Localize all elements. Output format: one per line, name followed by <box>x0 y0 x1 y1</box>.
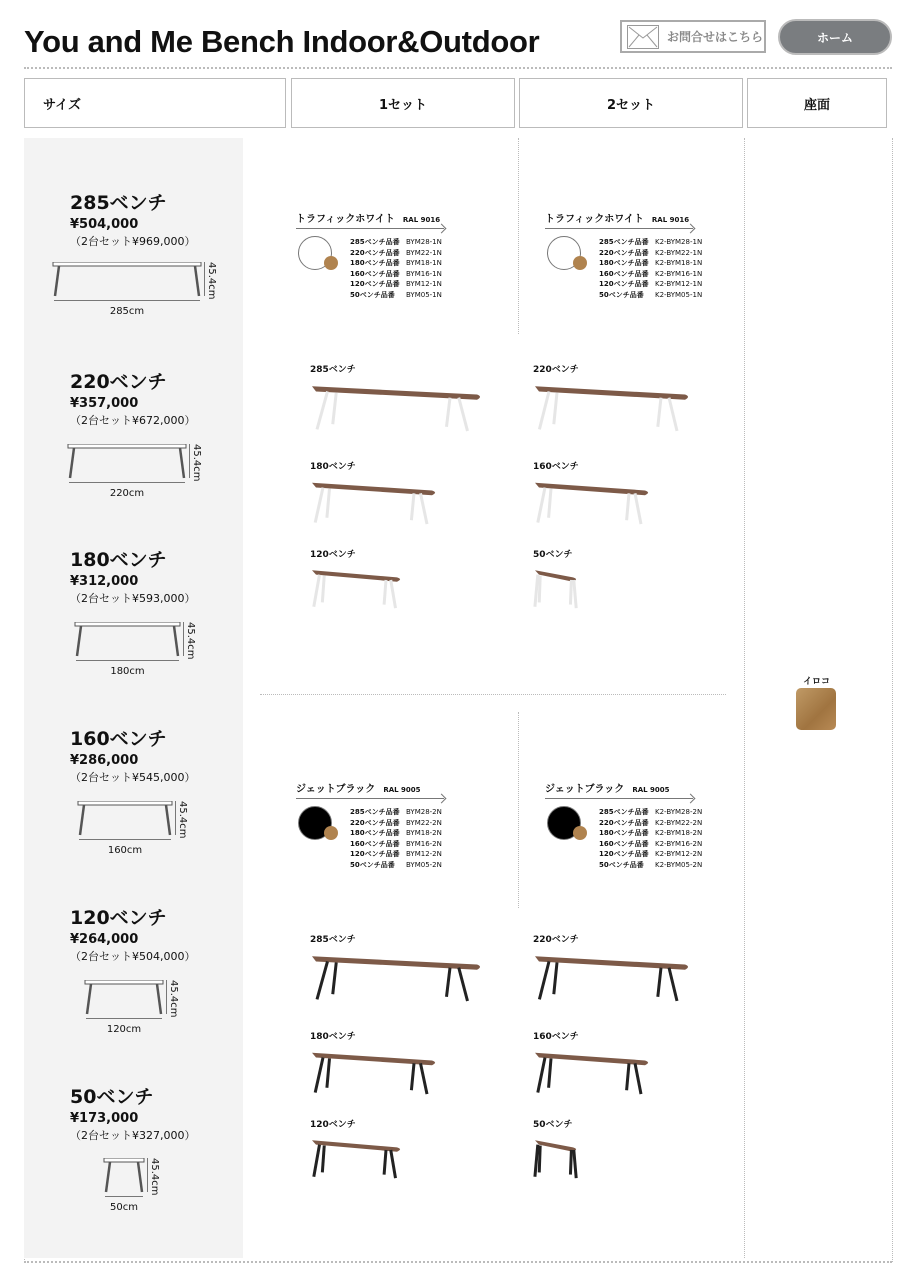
seat-color-dot <box>324 256 338 270</box>
column-header-size: サイズ <box>24 78 286 128</box>
code-row: 285ベンチ品番 BYM28-1N <box>350 238 442 246</box>
bench-diagram-5 <box>102 1158 146 1194</box>
header-divider <box>24 67 892 69</box>
width-label: 50cm <box>110 1202 138 1213</box>
height-line <box>204 262 205 296</box>
size-block-1 <box>70 367 260 428</box>
bench-label: 50ベンチ <box>533 550 573 560</box>
bench-photo <box>533 380 693 432</box>
bench-photo <box>310 950 485 1002</box>
code-row: 285ベンチ品番 K2-BYM28-1N <box>599 238 703 246</box>
bench-diagram-0 <box>51 262 203 298</box>
code-row: 120ベンチ品番 K2-BYM12-1N <box>599 280 703 288</box>
column-header-seat: 座面 <box>747 78 887 128</box>
bench-photo <box>310 380 485 432</box>
code-row: 160ベンチ品番 BYM16-2N <box>350 839 442 848</box>
size-name: 50ベンチ <box>70 1086 154 1108</box>
column-header-1set: 1セット <box>291 78 515 128</box>
frame-right <box>892 138 893 1262</box>
set-divider-top <box>518 138 519 334</box>
size-set-price: （2台セット¥327,000） <box>70 1129 196 1142</box>
bench-photo <box>310 1047 440 1095</box>
contact-label: お問合せはこちら <box>667 30 764 44</box>
color-divider <box>260 694 726 695</box>
width-label: 180cm <box>110 666 145 677</box>
seat-divider <box>744 138 745 1258</box>
code-row: 180ベンチ品番 K2-BYM18-1N <box>599 259 703 267</box>
width-label: 160cm <box>107 845 143 856</box>
bench-label: 285ベンチ <box>310 935 356 945</box>
code-row: 180ベンチ品番 K2-BYM18-2N <box>599 829 703 837</box>
arrow-right-icon <box>437 794 447 804</box>
size-set-price: （2台セット¥672,000） <box>70 414 196 427</box>
code-row: 50ベンチ品番 BYM05-1N <box>350 290 442 299</box>
seat-label: イロコ <box>803 677 831 687</box>
size-price: ¥312,000 <box>70 574 139 589</box>
bench-label: 50ベンチ <box>533 1120 573 1130</box>
seat-color-dot <box>573 826 587 840</box>
size-price: ¥286,000 <box>70 753 139 768</box>
size-name: 160ベンチ <box>70 728 167 750</box>
size-block-5 <box>70 1082 260 1143</box>
height-label: 45.4cm <box>191 444 202 482</box>
code-row: 180ベンチ品番 BYM18-2N <box>350 829 442 837</box>
code-row: 160ベンチ品番 K2-BYM16-2N <box>599 839 703 848</box>
bench-label: 220ベンチ <box>533 365 579 375</box>
code-row: 50ベンチ品番 K2-BYM05-1N <box>599 290 703 299</box>
bench-label: 220ベンチ <box>533 935 579 945</box>
arrow-line <box>296 798 444 799</box>
bench-photo <box>533 1135 581 1179</box>
arrow-line <box>545 798 693 799</box>
bench-diagram-4 <box>83 980 165 1016</box>
width-line <box>105 1196 143 1197</box>
width-label: 285cm <box>109 306 145 317</box>
size-price: ¥264,000 <box>70 932 139 947</box>
color-name-white-0: トラフィックホワイト RAL 9016 <box>296 214 441 225</box>
bench-label: 120ベンチ <box>310 550 356 560</box>
size-price: ¥504,000 <box>70 217 139 232</box>
size-price: ¥173,000 <box>70 1111 139 1126</box>
bench-label: 180ベンチ <box>310 462 356 472</box>
code-row: 285ベンチ品番 BYM28-2N <box>350 808 442 816</box>
arrow-line <box>545 228 693 229</box>
bench-photo <box>533 950 693 1002</box>
bench-photo <box>310 477 440 525</box>
width-line <box>79 839 171 840</box>
code-row: 50ベンチ品番 BYM05-2N <box>350 860 442 869</box>
bench-label: 285ベンチ <box>310 365 356 375</box>
width-line <box>54 300 200 301</box>
width-line <box>86 1018 162 1019</box>
size-block-2 <box>70 545 260 606</box>
width-line <box>76 660 179 661</box>
height-label: 45.4cm <box>177 801 188 839</box>
code-row: 220ベンチ品番 BYM22-2N <box>350 818 442 827</box>
height-line <box>189 444 190 478</box>
home-button[interactable]: ホーム <box>778 19 892 55</box>
code-row: 50ベンチ品番 K2-BYM05-2N <box>599 860 703 869</box>
code-row: 120ベンチ品番 BYM12-2N <box>350 850 442 858</box>
size-set-price: （2台セット¥969,000） <box>70 235 196 248</box>
frame-bottom <box>24 1261 892 1263</box>
seat-color-dot <box>573 256 587 270</box>
bench-label: 180ベンチ <box>310 1032 356 1042</box>
size-set-price: （2台セット¥504,000） <box>70 950 196 963</box>
bench-label: 160ベンチ <box>533 1032 579 1042</box>
seat-color-dot <box>324 826 338 840</box>
bench-photo <box>310 1135 405 1179</box>
height-line <box>147 1158 148 1192</box>
width-line <box>69 482 185 483</box>
bench-diagram-2 <box>73 622 182 658</box>
bench-photo <box>533 477 653 525</box>
size-price: ¥357,000 <box>70 396 139 411</box>
code-row: 120ベンチ品番 BYM12-1N <box>350 280 442 288</box>
width-label: 220cm <box>109 488 145 499</box>
code-row: 160ベンチ品番 K2-BYM16-1N <box>599 269 703 278</box>
size-set-price: （2台セット¥545,000） <box>70 771 196 784</box>
size-name: 120ベンチ <box>70 907 167 929</box>
column-header-2set: 2セット <box>519 78 743 128</box>
size-name: 180ベンチ <box>70 549 167 571</box>
height-label: 45.4cm <box>206 262 217 300</box>
bench-diagram-1 <box>66 444 188 480</box>
height-line <box>183 622 184 656</box>
code-row: 180ベンチ品番 BYM18-1N <box>350 259 442 267</box>
contact-button[interactable] <box>620 20 766 53</box>
height-line <box>166 980 167 1014</box>
bench-photo <box>533 1047 653 1095</box>
bench-photo <box>533 565 581 609</box>
code-list <box>350 807 442 870</box>
mail-icon <box>627 25 659 49</box>
seat-swatch[interactable] <box>796 688 836 730</box>
size-name: 285ベンチ <box>70 192 167 214</box>
bench-photo <box>310 565 405 609</box>
code-row: 160ベンチ品番 BYM16-1N <box>350 269 442 278</box>
code-list <box>599 807 702 870</box>
page-title: You and Me Bench Indoor&Outdoor <box>24 24 540 59</box>
color-name-black-0: ジェットブラック RAL 9005 <box>296 784 421 795</box>
code-list <box>350 237 442 300</box>
code-row: 220ベンチ品番 K2-BYM22-1N <box>599 248 703 257</box>
bench-diagram-3 <box>76 801 174 837</box>
height-label: 45.4cm <box>185 622 196 660</box>
arrow-right-icon <box>437 224 447 234</box>
height-line <box>175 801 176 835</box>
arrow-right-icon <box>686 794 696 804</box>
code-row: 220ベンチ品番 BYM22-1N <box>350 248 442 257</box>
height-label: 45.4cm <box>168 980 179 1018</box>
set-divider-bottom <box>518 712 519 908</box>
bench-label: 120ベンチ <box>310 1120 356 1130</box>
color-name-white-1: トラフィックホワイト RAL 9016 <box>545 214 690 225</box>
arrow-right-icon <box>686 224 696 234</box>
code-list <box>599 237 702 300</box>
size-block-4 <box>70 903 260 964</box>
width-label: 120cm <box>106 1024 142 1035</box>
arrow-line <box>296 228 444 229</box>
height-label: 45.4cm <box>149 1158 160 1196</box>
size-set-price: （2台セット¥593,000） <box>70 592 196 605</box>
size-block-0 <box>70 188 260 249</box>
code-row: 120ベンチ品番 K2-BYM12-2N <box>599 850 703 858</box>
code-row: 285ベンチ品番 K2-BYM28-2N <box>599 808 703 816</box>
size-name: 220ベンチ <box>70 371 167 393</box>
size-block-3 <box>70 724 260 785</box>
code-row: 220ベンチ品番 K2-BYM22-2N <box>599 818 703 827</box>
bench-label: 160ベンチ <box>533 462 579 472</box>
color-name-black-1: ジェットブラック RAL 9005 <box>545 784 670 795</box>
